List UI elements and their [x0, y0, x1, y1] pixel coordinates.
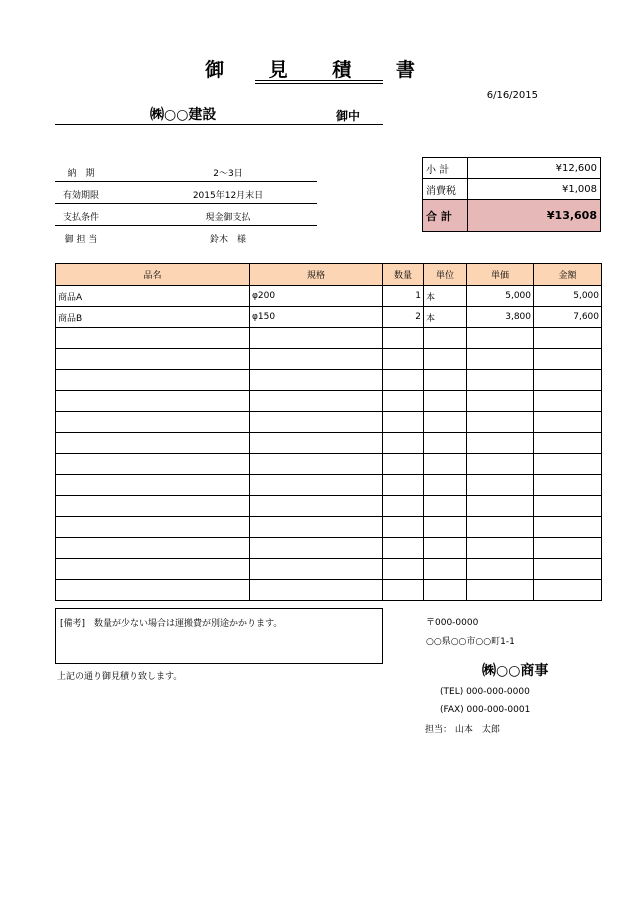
table-cell: 7,600	[534, 307, 602, 328]
table-cell	[250, 559, 383, 580]
issuer-fax: (FAX) 000-000-0001	[440, 705, 531, 715]
terms-row	[55, 226, 317, 247]
col-header-spec: 規格	[250, 264, 383, 286]
table-cell	[424, 328, 467, 349]
table-cell: 5,000	[467, 286, 534, 307]
table-cell	[383, 580, 424, 601]
col-header-unit: 単位	[424, 264, 467, 286]
table-cell	[424, 370, 467, 391]
table-cell: 5,000	[534, 286, 602, 307]
table-cell	[383, 559, 424, 580]
terms-row	[55, 160, 317, 182]
items-header-row	[56, 264, 602, 286]
table-cell	[467, 349, 534, 370]
terms-label: 納 期	[67, 169, 95, 179]
closing-text: 上記の通り御見積り致します。	[57, 672, 183, 682]
table-row	[56, 580, 602, 601]
table-cell	[383, 517, 424, 538]
table-cell	[424, 580, 467, 601]
table-cell	[250, 496, 383, 517]
col-header-amount: 金額	[534, 264, 602, 286]
table-cell	[383, 475, 424, 496]
table-row	[56, 370, 602, 391]
table-cell	[534, 559, 602, 580]
issuer-company: ㈱○○商事	[482, 663, 549, 679]
document-title: 御 見 積 書	[205, 59, 434, 81]
table-cell	[56, 475, 250, 496]
table-cell	[424, 349, 467, 370]
totals-table	[422, 157, 601, 232]
issuer-staff: 担当： 山本 太郎	[425, 725, 500, 735]
table-row	[56, 475, 602, 496]
table-row	[56, 559, 602, 580]
table-cell: 1	[383, 286, 424, 307]
grand-total-label: 合 計	[423, 200, 468, 232]
table-row	[56, 391, 602, 412]
tax-label: 消費税	[423, 179, 468, 200]
subtotal-value: ¥12,600	[468, 158, 601, 179]
table-cell	[424, 433, 467, 454]
table-cell	[56, 391, 250, 412]
client-name: ㈱○○建設	[150, 107, 217, 123]
table-cell	[424, 538, 467, 559]
table-cell	[534, 349, 602, 370]
table-cell	[534, 475, 602, 496]
table-cell	[534, 391, 602, 412]
table-cell	[424, 454, 467, 475]
table-cell: 商品B	[56, 307, 250, 328]
table-cell	[56, 559, 250, 580]
terms-block	[55, 160, 317, 247]
table-cell	[383, 433, 424, 454]
table-cell	[534, 538, 602, 559]
table-cell	[467, 496, 534, 517]
client-suffix: 御中	[336, 109, 361, 123]
table-cell	[467, 391, 534, 412]
grand-total-row	[423, 200, 601, 232]
terms-value: 2～3日	[213, 169, 243, 179]
table-row	[56, 454, 602, 475]
table-cell	[383, 370, 424, 391]
table-cell	[250, 391, 383, 412]
table-row	[56, 538, 602, 559]
table-cell	[467, 475, 534, 496]
table-cell	[383, 454, 424, 475]
terms-label: 御 担 当	[64, 235, 98, 245]
table-cell	[56, 580, 250, 601]
table-cell	[534, 496, 602, 517]
table-cell	[56, 370, 250, 391]
col-header-unit-price: 単価	[467, 264, 534, 286]
table-cell	[424, 559, 467, 580]
table-cell: 3,800	[467, 307, 534, 328]
table-cell	[56, 412, 250, 433]
issuer-address: ○○県○○市○○町1-1	[426, 637, 515, 647]
table-row	[56, 496, 602, 517]
table-cell	[467, 559, 534, 580]
table-cell	[250, 475, 383, 496]
table-cell	[424, 475, 467, 496]
table-cell: 2	[383, 307, 424, 328]
title-underline	[255, 80, 383, 81]
table-row	[56, 412, 602, 433]
table-cell	[250, 328, 383, 349]
table-cell	[467, 370, 534, 391]
table-cell	[250, 538, 383, 559]
table-cell	[534, 328, 602, 349]
table-cell: 商品A	[56, 286, 250, 307]
table-cell	[250, 580, 383, 601]
table-cell	[424, 517, 467, 538]
table-cell	[250, 412, 383, 433]
table-cell	[56, 328, 250, 349]
table-cell	[56, 349, 250, 370]
table-cell: 本	[424, 307, 467, 328]
table-cell	[467, 517, 534, 538]
table-cell	[383, 496, 424, 517]
table-cell	[250, 454, 383, 475]
tax-row	[423, 179, 601, 200]
tax-value: ¥1,008	[468, 179, 601, 200]
table-cell	[467, 412, 534, 433]
table-cell	[56, 496, 250, 517]
table-row	[56, 286, 602, 307]
table-cell: 本	[424, 286, 467, 307]
issue-date: 6/16/2015	[486, 90, 538, 101]
table-cell	[383, 412, 424, 433]
table-row	[56, 517, 602, 538]
table-cell	[383, 349, 424, 370]
table-cell	[467, 580, 534, 601]
issuer-tel: (TEL) 000-000-0000	[440, 687, 530, 697]
table-cell: φ150	[250, 307, 383, 328]
table-cell	[467, 328, 534, 349]
table-cell	[534, 454, 602, 475]
table-cell	[534, 433, 602, 454]
table-row	[56, 307, 602, 328]
table-row	[56, 433, 602, 454]
table-cell	[424, 412, 467, 433]
terms-row	[55, 204, 317, 226]
terms-value: 現金御支払	[205, 213, 251, 223]
table-cell	[467, 433, 534, 454]
subtotal-label: 小 計	[423, 158, 468, 179]
subtotal-row	[423, 158, 601, 179]
remarks-text: [備考] 数量が少ない場合は運搬費が別途かかります。	[60, 619, 283, 629]
terms-value: 鈴木 様	[209, 235, 246, 245]
title-underline	[255, 83, 383, 84]
terms-label: 有効期限	[62, 191, 99, 201]
table-cell	[56, 433, 250, 454]
col-header-item: 品名	[56, 264, 250, 286]
table-cell	[534, 370, 602, 391]
table-cell	[383, 538, 424, 559]
table-cell	[424, 391, 467, 412]
terms-value: 2015年12月末日	[192, 191, 264, 201]
grand-total-value: ¥13,608	[468, 200, 601, 232]
terms-label: 支払条件	[62, 213, 99, 223]
table-cell	[534, 580, 602, 601]
remarks-box	[55, 608, 383, 664]
table-cell	[467, 454, 534, 475]
table-cell	[424, 496, 467, 517]
col-header-qty: 数量	[383, 264, 424, 286]
client-underline	[55, 124, 383, 125]
table-cell	[250, 433, 383, 454]
issuer-postal-code: 〒000-0000	[426, 618, 479, 628]
table-cell	[534, 412, 602, 433]
table-row	[56, 328, 602, 349]
table-cell	[250, 370, 383, 391]
table-cell	[467, 538, 534, 559]
table-cell: φ200	[250, 286, 383, 307]
table-cell	[534, 517, 602, 538]
items-table	[55, 263, 602, 601]
table-row	[56, 349, 602, 370]
terms-row	[55, 182, 317, 204]
table-cell	[56, 538, 250, 559]
table-cell	[56, 454, 250, 475]
table-cell	[56, 517, 250, 538]
table-cell	[250, 517, 383, 538]
table-cell	[250, 349, 383, 370]
table-cell	[383, 391, 424, 412]
table-cell	[383, 328, 424, 349]
